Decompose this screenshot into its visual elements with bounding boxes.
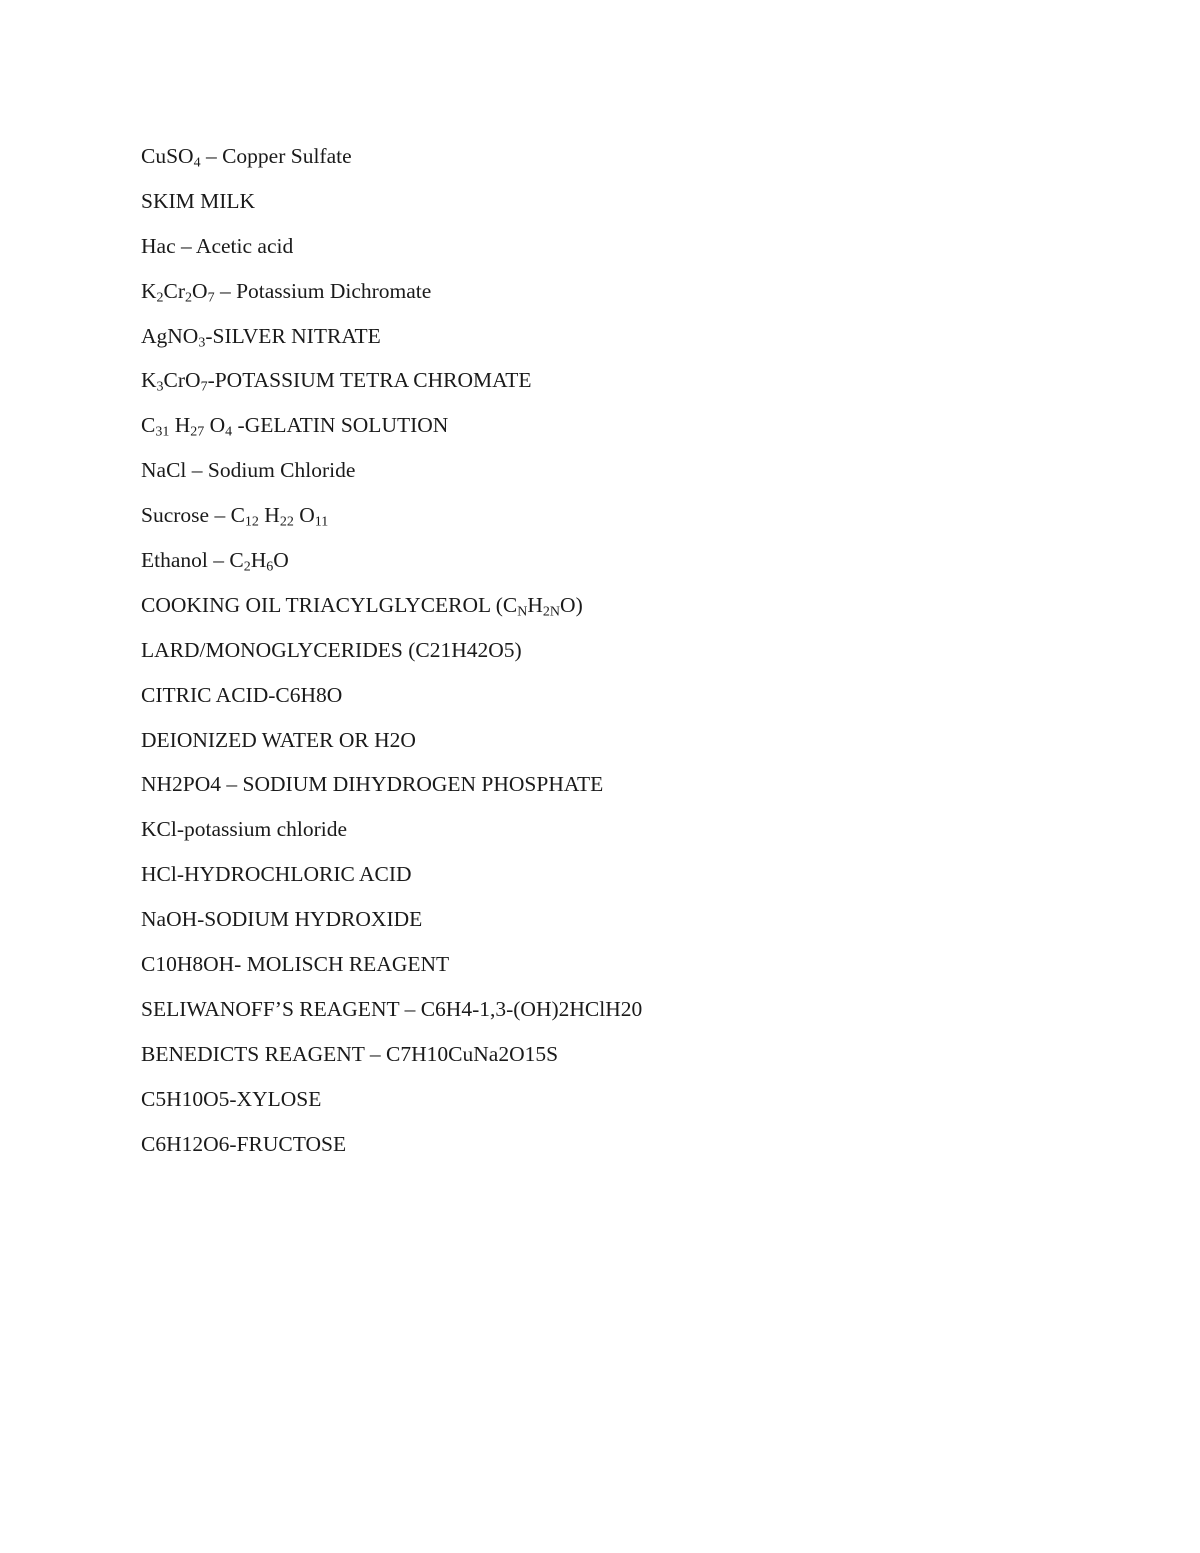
document-line (141, 813, 1121, 858)
document-line (141, 1083, 1121, 1128)
line-text: C6H12O6-FRUCTOSE (141, 1131, 347, 1156)
document-line (141, 230, 1121, 275)
line-text: O (273, 548, 289, 573)
line-text: C5H10O5-XYLOSE (141, 1086, 322, 1111)
line-text: SELIWANOFF’S REAGENT – C6H4-1,3-(OH)2HClH20 (141, 996, 643, 1021)
document-line (141, 409, 1121, 454)
line-text: O (204, 413, 226, 438)
subscript-text: 4 (193, 155, 201, 171)
line-text: K (141, 368, 157, 393)
line-text: COOKING OIL TRIACYLGLYCEROL (C (141, 592, 518, 617)
line-text: BENEDICTS REAGENT – C7H10CuNa2O15S (141, 1041, 559, 1066)
line-text: Sucrose – C (141, 503, 245, 528)
document-line (141, 634, 1121, 679)
line-text: LARD/MONOGLYCERIDES (C21H42O5) (141, 637, 522, 662)
subscript-text: 3 (198, 335, 206, 351)
line-text: Cr (163, 278, 186, 303)
line-text: O (293, 503, 315, 528)
document-line (141, 724, 1121, 769)
line-text: H (250, 548, 267, 573)
line-text: – Copper Sulfate (200, 144, 352, 168)
subscript-text: 11 (314, 514, 329, 530)
chemical-list (141, 140, 1121, 1172)
line-text: H (258, 503, 280, 528)
line-text: – Potassium Dichromate (214, 278, 432, 303)
document-line (141, 903, 1121, 948)
line-text: H (527, 592, 543, 617)
document-line (141, 275, 1121, 320)
line-text: -SILVER NITRATE (205, 323, 381, 348)
document-line (141, 679, 1121, 724)
line-text: H (169, 413, 191, 438)
subscript-text: 7 (200, 379, 208, 395)
document-line (141, 589, 1121, 634)
subscript-text: 7 (207, 290, 215, 306)
subscript-text: 4 (225, 424, 233, 440)
line-text: DEIONIZED WATER OR H2O (141, 727, 416, 752)
subscript-text: N (517, 604, 528, 620)
subscript-text: 22 (279, 514, 294, 530)
document-line (141, 1128, 1121, 1173)
subscript-text: 6 (266, 559, 274, 575)
document-line (141, 1038, 1121, 1083)
subscript-text: 2 (243, 559, 251, 575)
document-line (141, 993, 1121, 1038)
subscript-text: 12 (244, 514, 259, 530)
subscript-text: 2N (542, 604, 561, 620)
document-line (141, 454, 1121, 499)
line-text: HCl-HYDROCHLORIC ACID (141, 862, 412, 887)
line-text: O (192, 278, 208, 303)
document-line (141, 768, 1121, 813)
line-text: Hac – Acetic acid (141, 233, 294, 258)
line-text: C (141, 413, 156, 438)
line-text: CITRIC ACID-C6H8O (141, 682, 343, 707)
document-line (141, 140, 1121, 185)
line-text: NaCl – Sodium Chloride (141, 458, 356, 483)
line-text: -POTASSIUM TETRA CHROMATE (207, 368, 532, 393)
line-text: NH2PO4 – SODIUM DIHYDROGEN PHOSPHATE (141, 772, 604, 797)
document-line (141, 858, 1121, 903)
subscript-text: 27 (190, 424, 205, 440)
subscript-text: 3 (156, 379, 164, 395)
line-text: CrO (163, 368, 201, 393)
line-text: SKIM MILK (141, 188, 256, 213)
subscript-text: 31 (155, 424, 170, 440)
line-text: C10H8OH- MOLISCH REAGENT (141, 952, 450, 977)
subscript-text: 2 (156, 290, 164, 306)
document-line (141, 320, 1121, 365)
line-text: Ethanol – C (141, 548, 244, 573)
line-text: KCl-potassium chloride (141, 817, 348, 842)
document-line (141, 499, 1121, 544)
document-line (141, 185, 1121, 230)
line-text: AgNO (141, 323, 199, 348)
document-line (141, 364, 1121, 409)
line-text: CuSO (141, 144, 194, 168)
document-line (141, 948, 1121, 993)
document-line (141, 544, 1121, 589)
line-text: NaOH-SODIUM HYDROXIDE (141, 907, 423, 932)
line-text: -GELATIN SOLUTION (232, 413, 449, 438)
line-text: K (141, 278, 157, 303)
line-text: O) (560, 592, 583, 617)
subscript-text: 2 (185, 290, 193, 306)
